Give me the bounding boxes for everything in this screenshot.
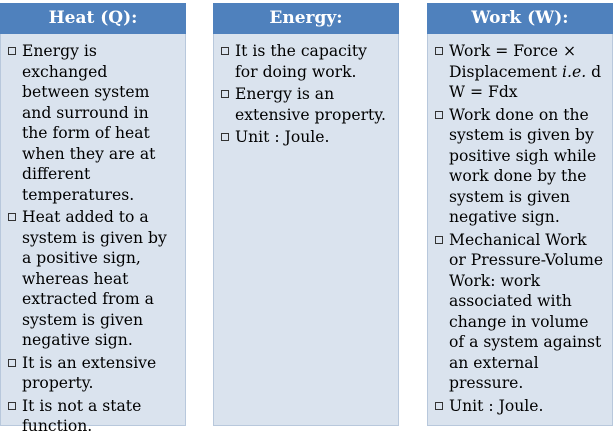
work-header: Work (W):	[427, 3, 613, 34]
energy-column	[213, 3, 399, 426]
heat-item: It is not a state function.	[8, 396, 179, 437]
checkbox-bullet-icon	[435, 111, 443, 119]
checkbox-bullet-icon	[435, 236, 443, 244]
heat-list	[8, 41, 179, 437]
checkbox-bullet-icon	[8, 47, 16, 55]
work-list	[435, 41, 606, 416]
checkbox-bullet-icon	[221, 90, 229, 98]
heat-item: It is an extensive property.	[8, 353, 179, 394]
checkbox-bullet-icon	[435, 402, 443, 410]
work-column	[427, 3, 613, 426]
checkbox-bullet-icon	[435, 47, 443, 55]
work-body	[427, 34, 613, 426]
heat-column	[0, 3, 186, 435]
checkbox-bullet-icon	[8, 359, 16, 367]
checkbox-bullet-icon	[221, 133, 229, 141]
work-item: Work done on the system is given by positive sigh while work done by the system is given negative sign.	[435, 105, 606, 228]
work-item: Work = Force × Displacement i.e. d W = Fdx	[435, 41, 606, 103]
energy-body	[213, 34, 399, 426]
checkbox-bullet-icon	[8, 402, 16, 410]
energy-item: Energy is an extensive property.	[221, 84, 392, 125]
checkbox-bullet-icon	[8, 213, 16, 221]
heat-item: Energy is exchanged between system and surround in the form of heat when they are at different temperatures.	[8, 41, 179, 205]
heat-header: Heat (Q):	[0, 3, 186, 34]
energy-item: It is the capacity for doing work.	[221, 41, 392, 82]
energy-list	[221, 41, 392, 148]
work-item: Unit : Joule.	[435, 396, 606, 417]
heat-item: Heat added to a system is given by a positive sign, whereas heat extracted from a system is given negative sign.	[8, 207, 179, 351]
heat-body	[0, 34, 186, 435]
work-item: Mechanical Work or Pressure-Volume Work: work associated with change in volume of a system against an external pressure.	[435, 230, 606, 394]
energy-header: Energy:	[213, 3, 399, 34]
checkbox-bullet-icon	[221, 47, 229, 55]
energy-item: Unit : Joule.	[221, 127, 392, 148]
